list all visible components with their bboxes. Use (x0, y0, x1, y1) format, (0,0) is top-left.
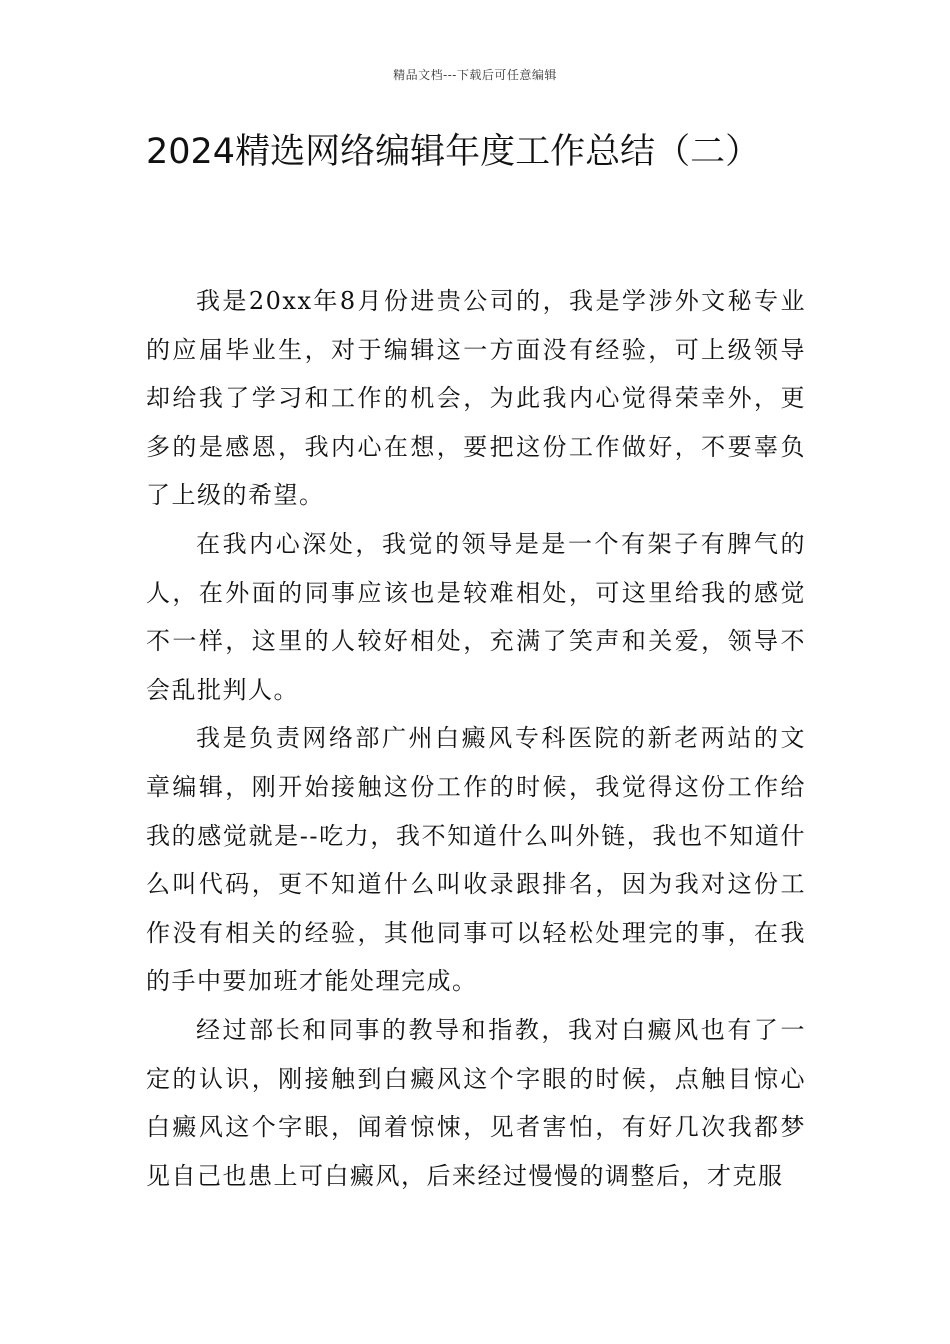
document-body (146, 277, 806, 1200)
paragraph-3: 我是负责网络部广州白癜风专科医院的新老两站的文章编辑，刚开始接触这份工作的时候，我觉得这份工作给我的感觉就是--吃力，我不知道什么叫外链，我也不知道什么叫代码，更不知道什么叫收录跟排名，因为我对这份工作没有相关的经验，其他同事可以轻松处理完的事，在我的手中要加班才能处理完成。 (146, 724, 806, 996)
paragraph-1: 我是20xx年8月份进贵公司的，我是学涉外文秘专业的应届毕业生，对于编辑这一方面没有经验，可上级领导却给我了学习和工作的机会，为此我内心觉得荣幸外，更多的是感恩，我内心在想，要把这份工作做好，不要辜负了上级的希望。 (146, 287, 806, 510)
page-header: 精品文档---下载后可任意编辑 (393, 68, 557, 82)
document-title: 2024精选网络编辑年度工作总结（二） (146, 132, 761, 172)
paragraph-4: 经过部长和同事的教导和指教，我对白癜风也有了一定的认识，刚接触到白癜风这个字眼的时候，点触目惊心白癜风这个字眼，闻着惊悚，见者害怕，有好几次我都梦见自己也患上可白癜风，后来经过慢慢的调整后，才克服 (146, 1015, 806, 1190)
paragraph-2: 在我内心深处，我觉的领导是是一个有架子有脾气的人，在外面的同事应该也是较难相处，可这里给我的感觉不一样，这里的人较好相处，充满了笑声和关爱，领导不会乱批判人。 (146, 529, 806, 704)
